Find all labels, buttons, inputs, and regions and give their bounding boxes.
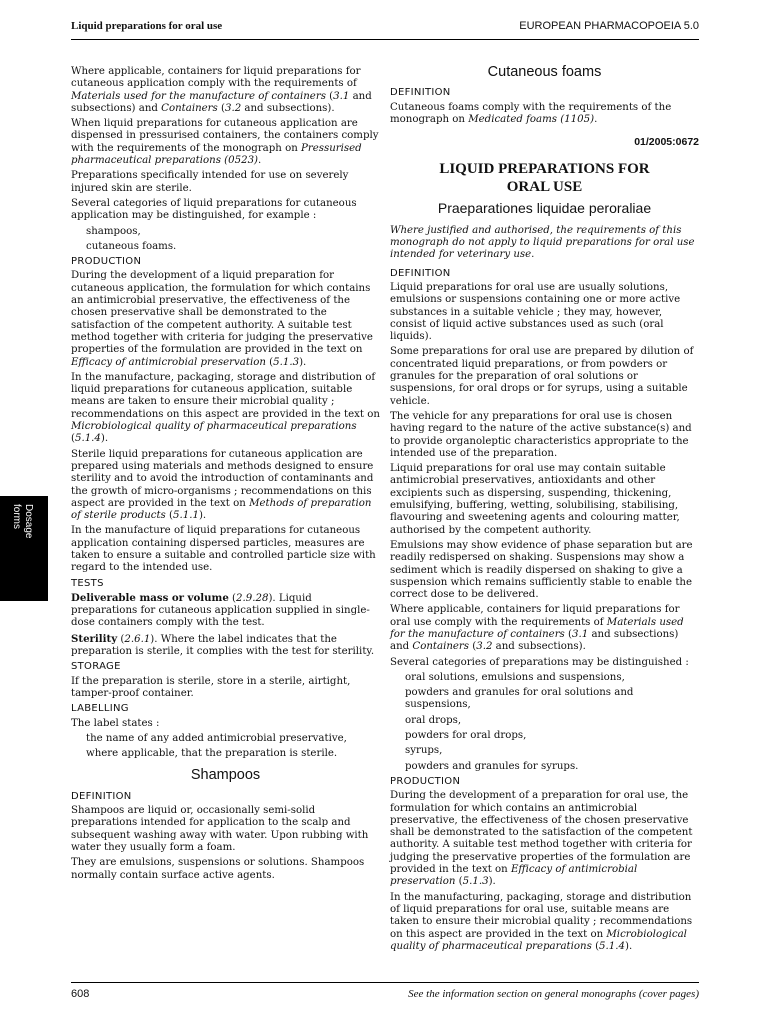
text-italic: Efficacy of antimicrobial preservation [390,864,638,888]
text-italic: Containers [412,641,470,653]
text-italic: Pressurised pharmaceutical preparations (0523) [71,142,362,167]
text-italic: Efficacy of antimicrobial preservation [71,356,266,368]
paragraph [71,66,380,115]
text-italic: Methods of preparation of sterile products [71,497,372,522]
paragraph: The vehicle for any preparations for oral use is chosen having regard to the nature of the active substance(s) and to provide organoleptic characteristics appropriate to the intended use of the preparation. [390,410,692,459]
running-header [71,17,699,40]
section-heading: DEFINITION [390,267,451,279]
paragraph: In the manufacture of liquid preparations for cutaneous application containing dispersed particles, measures are taken to ensure a suitable and controlled particle size with regard to the intended use. [71,525,376,574]
paragraph [71,118,380,167]
ref-number: 3.1 [333,90,350,102]
header-publication-title: EUROPEAN PHARMACOPOEIA 5.0 [519,20,699,32]
text: In the manufacturing, packaging, storage and distribution of liquid preparations for oral use, suitable means are taken to ensure their microbial quality ; recommendations on this aspect are provided in the text on [390,891,693,940]
paragraph [390,892,699,953]
label-list [71,733,380,761]
text: ( [71,433,75,445]
text: In the manufacture, packaging, storage and distribution of liquid preparations for cutaneous application, suitable means are taken to ensure their microbial quality ; recommendations on this aspect are provided in the text on [71,371,380,420]
right-column [390,66,699,956]
ref-number: 2.9.28 [236,592,269,604]
text-italic: Materials used for the manufacture of containers [71,90,326,102]
side-tab-label: Dosage forms [11,504,34,539]
list-item: syrups, [405,745,443,757]
text-italic: Medicated foams (1105) [468,113,595,125]
ref-number: 3.2 [224,102,242,114]
paragraph: Shampoos are liquid or, occasionally semi-solid preparations intended for application to the scalp and subsequent washing away with water. Upon rubbing with water they usually form a foam. [71,805,369,853]
text: ( [455,876,463,888]
text: . [258,155,262,167]
ref-number: 5.1.3 [462,876,489,888]
list-item: powders for oral drops, [405,730,527,742]
list-item: the name of any added antimicrobial preservative, [86,732,347,744]
paragraph [71,372,380,446]
text: ). [488,876,496,888]
paragraph [390,604,699,653]
text: ( [265,356,274,368]
text: and subsections) and [71,90,372,114]
footer-note: See the information section on general monographs (cover pages) [408,988,699,1000]
text-italic: Materials used for the manufacture of containers [390,616,684,640]
ref-number: 3.1 [572,628,589,640]
running-footer [71,982,699,1008]
ref-number: 3.2 [476,641,493,653]
text: ( [165,510,174,522]
paragraph [390,102,699,127]
ref-number: 5.1.1 [173,510,199,522]
paragraph: Preparations specifically intended for use on severely injured skin are sterile. [71,170,349,194]
text: and subsections) and [390,628,679,653]
text: ). [100,433,109,445]
section-heading: TESTS [71,577,104,589]
paragraph: Liquid preparations for oral use may contain suitable antimicrobial preservatives, antioxidants and other excipients such as dispersing, suspending, thickening, emulsifying, buffering, wetting, solubilising, stabilising, flavouring and sweetening agents and colouring matter, authorised by the competent authority. [390,463,680,536]
list-item: oral solutions, emulsions and suspensions, [405,671,625,683]
section-heading: DEFINITION [71,790,132,802]
category-list [390,672,699,773]
text: ( [469,641,477,653]
test-label: Deliverable mass or volume [71,591,229,604]
list-item: cutaneous foams. [86,240,177,252]
dosage-forms-tab [0,496,48,601]
ref-number: 5.1.3 [273,356,300,368]
test-label: Sterility [71,632,118,645]
text: . [594,113,598,125]
list-item: powders and granules for oral solutions and suspensions, [405,687,634,711]
paragraph [390,790,699,888]
subsection-title: Cutaneous foams [487,64,602,80]
text: Cutaneous foams comply with the requirements of the monograph on [390,101,672,125]
paragraph [71,270,380,368]
paragraph: Several categories of preparations may be distinguished : [390,656,689,668]
ref-number: 2.6.1 [124,633,151,645]
text: ( [591,940,600,952]
left-column [71,66,380,885]
section-heading: PRODUCTION [71,256,142,268]
text: and subsections). [241,102,335,114]
paragraph: The label states : [71,717,160,729]
paragraph: If the preparation is sterile, store in a sterile, airtight, tamper-proof container. [71,675,351,699]
text: Where applicable, containers for liquid preparations for cutaneous application comply with the requirements of [71,66,361,90]
ref-number: 5.1.4 [599,940,625,952]
text-italic: Microbiological quality of pharmaceutical preparations [71,421,357,433]
text: ). [198,510,207,522]
paragraph: Liquid preparations for oral use are usually solutions, emulsions or suspensions containing one or more active substances in a suitable vehicle ; they may, however, consist of liquid active substances used as such (oral liquids). [390,281,681,343]
text: ( [117,633,125,645]
veterinary-note: Where justified and authorised, the requirements of this monograph do not apply to liquid preparations for oral use intended for veterinary use. [390,224,695,261]
text: When liquid preparations for cutaneous application are dispensed in pressurised containers, the containers comply with the requirements of the monograph on [71,118,379,154]
paragraph [71,633,380,659]
text: ( [325,90,334,102]
paragraph: Some preparations for oral use are prepared by dilution of concentrated liquid preparations, or from powders or granules for the preparation of oral solutions or suspensions, for oral drops or for syrups, using a suitable vehicle. [390,346,694,407]
paragraph: Several categories of liquid preparations for cutaneous application may be distinguished, for example : [71,197,357,222]
page-number: 608 [71,988,90,1000]
text: ). [299,356,307,368]
list-item: oral drops, [405,714,462,726]
monograph-title: LIQUID PREPARATIONS FOR ORAL USE [439,161,650,196]
subsection-title: Shampoos [190,767,261,784]
header-section-title: Liquid preparations for oral use [71,20,223,32]
text-italic: Microbiological quality of pharmaceutical preparations [390,928,687,952]
text: Where applicable, containers for liquid preparations for oral use comply with the requirements of [390,604,680,628]
latin-title: Praeparationes liquidae peroraliae [437,200,652,217]
text: During the development of a preparation for oral use, the formulation for which contains an antimicrobial preservative, the effectiveness of the chosen preservative shall be demonstrated to the satisfaction of the competent authority. A suitable test method together with criteria for judging the preservative properties of the formulation are provided in the text on [390,790,693,876]
text: ). Liquid preparations for cutaneous application supplied in single-dose containers comply with the test. [71,592,370,629]
section-heading: STORAGE [71,661,121,673]
list-item: shampoos, [86,225,141,237]
monograph-reference: 01/2005:0672 [634,136,699,149]
text: ). Where the label indicates that the preparation is sterile, it complies with the test for sterility. [71,633,375,658]
text: and subsections). [492,641,586,653]
paragraph [71,449,380,523]
list-item: where applicable, that the preparation is sterile. [86,748,338,760]
text: ( [228,592,237,604]
section-heading: PRODUCTION [390,775,461,787]
section-heading: DEFINITION [390,87,451,99]
text: ). [624,940,633,952]
ref-number: 5.1.4 [74,433,101,445]
paragraph: Emulsions may show evidence of phase separation but are readily redispersed on shaking. Suspensions may show a sediment which is readily dispersed on shaking to give a suspension which remains sufficiently stable to enable the correct dose to be delivered. [390,539,693,601]
text: ( [217,102,225,114]
list-item: powders and granules for syrups. [405,760,579,772]
category-list [71,226,380,254]
text: ( [564,628,573,640]
text: During the development of a liquid preparation for cutaneous application, the formulation for which contains an antimicrobial preservative, the effectiveness of the chosen preservative shall be demonstrated to the satisfaction of the competent authority. A suitable test method together with criteria for judging the preservative properties of the formulation are provided in the text on [71,270,373,356]
text: Sterile liquid preparations for cutaneous application are prepared using materials and methods designed to ensure sterility and to avoid the introduction of contaminants and the growth of micro-organisms ; recommendations on this aspect are provided in the text on [71,448,374,509]
paragraph: They are emulsions, suspensions or solutions. Shampoos normally contain surface active agents. [71,857,365,881]
section-heading: LABELLING [71,703,129,715]
text-italic: Containers [161,102,218,114]
paragraph [71,592,380,630]
